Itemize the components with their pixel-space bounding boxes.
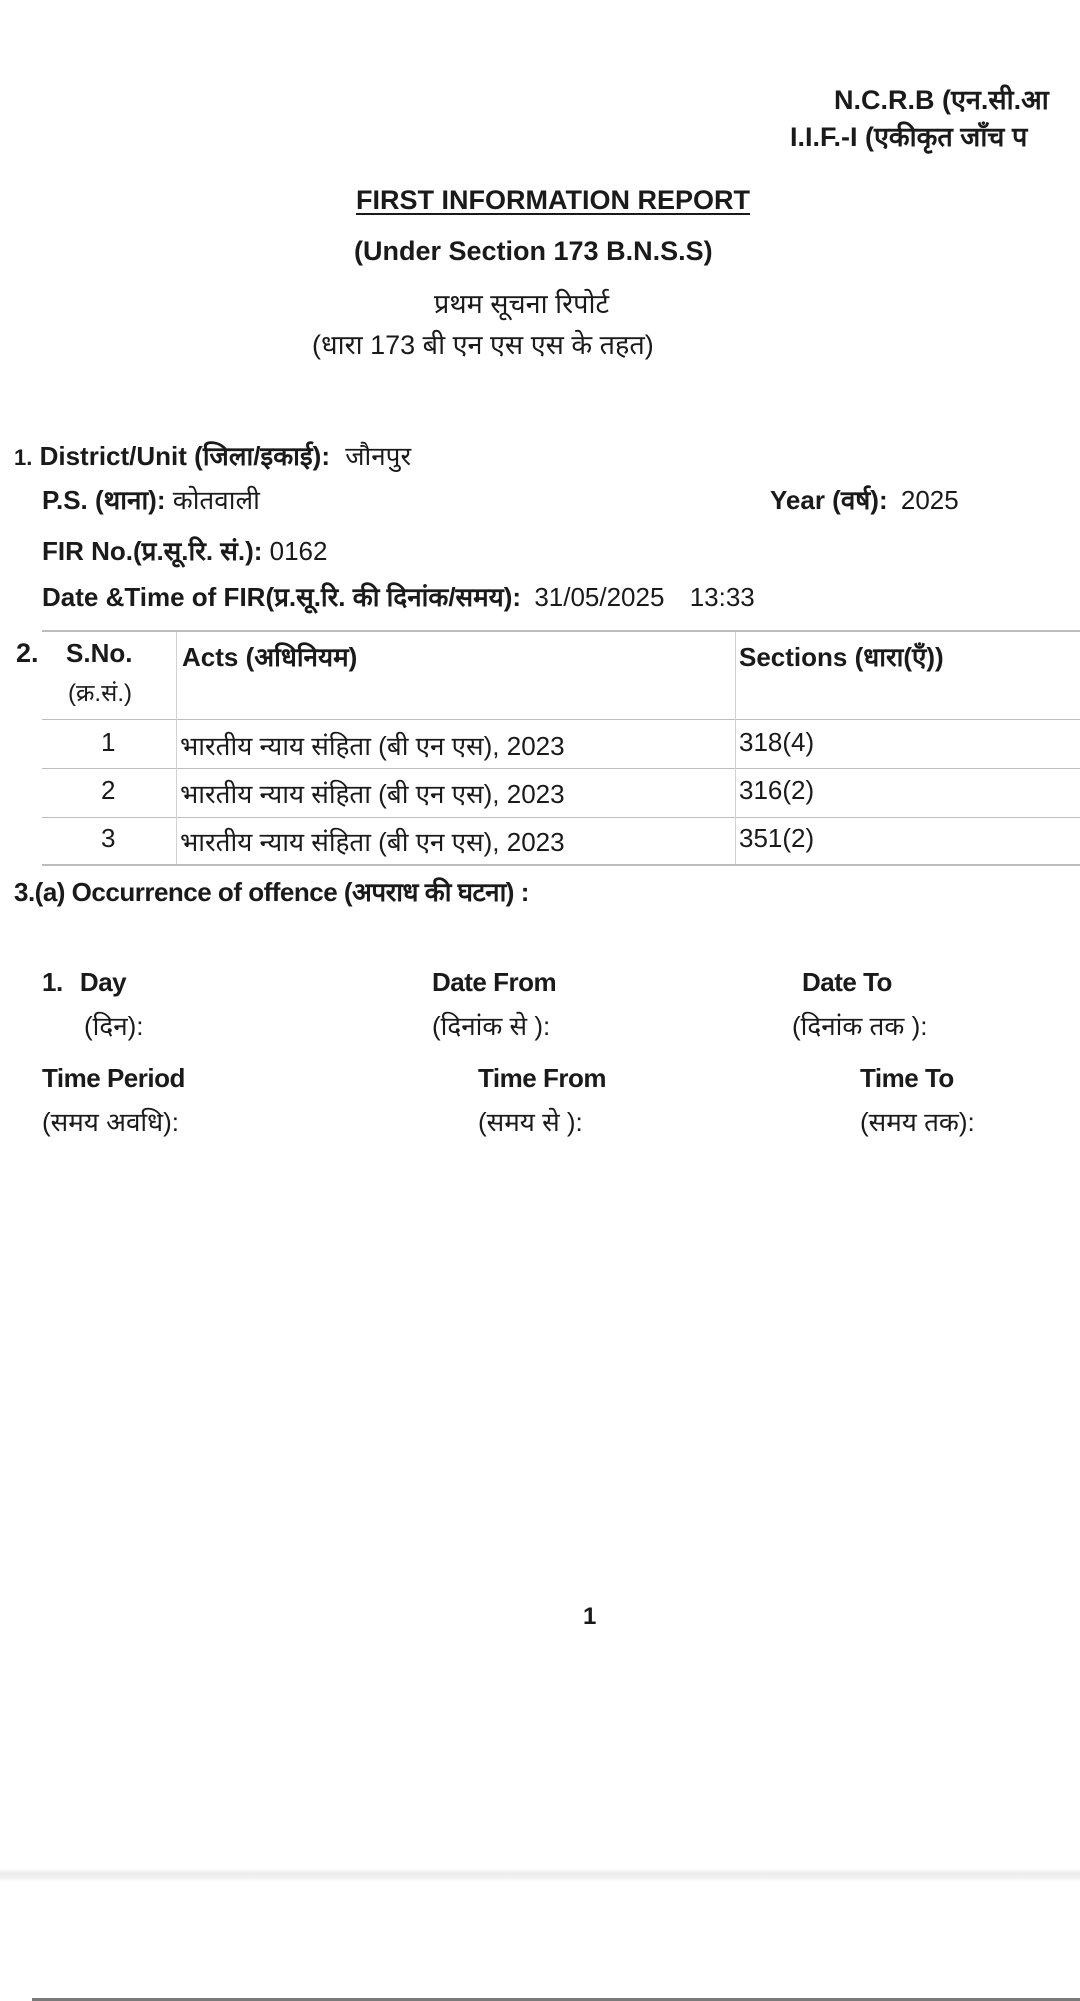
row2-sno: 2: [101, 775, 116, 805]
fir-no-value: 0162: [269, 536, 328, 566]
date-from-hindi: (दिनांक से ):: [432, 1011, 551, 1041]
year-value: 2025: [900, 485, 959, 515]
day-hindi: (दिन):: [84, 1011, 144, 1041]
sno-header-hindi: (क्र.सं.): [68, 680, 132, 707]
fir-number-field: [42, 532, 327, 568]
row3-act: भारतीय न्याय संहिता (बी एन एस), 2023: [180, 827, 565, 857]
fir-datetime-field: [42, 578, 755, 614]
table-col-divider: [735, 632, 736, 864]
fir-no-label: FIR No.(प्र.सू.रि. सं.):: [42, 536, 263, 566]
date-from-label: Date From: [432, 967, 557, 997]
day-label-group: [42, 967, 126, 998]
district-value: जौनपुर: [345, 441, 412, 471]
row2-act: भारतीय न्याय संहिता (बी एन एस), 2023: [180, 779, 565, 809]
time-to-hindi: (समय तक):: [860, 1107, 975, 1137]
sections-header: Sections (धारा(एँ)): [739, 642, 944, 672]
row1-act: भारतीय न्याय संहिता (बी एन एस), 2023: [180, 731, 565, 761]
table-col-divider: [176, 632, 177, 864]
report-title: FIRST INFORMATION REPORT: [356, 185, 750, 215]
page-break: [0, 1868, 1080, 1882]
time-from-label-group: [478, 1063, 606, 1094]
report-subtitle: (Under Section 173 B.N.S.S): [354, 236, 713, 266]
table-rule: [42, 630, 1080, 632]
row3-sno: 3: [101, 823, 116, 853]
time-from-label: Time From: [478, 1063, 606, 1093]
date-to-hindi: (दिनांक तक ):: [792, 1011, 928, 1041]
date-from-label-group: [432, 967, 556, 998]
iif-header: [790, 117, 1027, 154]
row1-section: 318(4): [739, 727, 815, 757]
district-label: District/Unit (जिला/इकाई):: [39, 441, 330, 471]
time-period-label-group: [42, 1063, 185, 1094]
report-subtitle-hindi: (धारा 173 बी एन एस एस के तहत): [312, 330, 654, 360]
row1-sno: 1: [101, 727, 116, 757]
table-rule: [42, 719, 1080, 720]
item-number: 1.: [42, 967, 63, 997]
section1-number: 1.: [14, 445, 33, 470]
section2-number: 2.: [16, 638, 39, 668]
ps-value: कोतवाली: [172, 485, 260, 515]
iif-header-text: I.I.F.-I (एकीकृत जाँच प: [790, 122, 1028, 152]
year-field: [770, 481, 959, 517]
date-to-label: Date To: [802, 967, 892, 997]
sno-header: S.No.: [66, 638, 133, 668]
time-period-hindi: (समय अवधि):: [42, 1107, 180, 1137]
table-rule: [42, 768, 1080, 769]
ps-label: P.S. (थाना):: [42, 485, 166, 515]
time-period-label: Time Period: [42, 1063, 185, 1093]
fir-datetime-label: Date &Time of FIR(प्र.सू.रि. की दिनांक/समय):: [42, 582, 522, 612]
time-to-label-group: [860, 1063, 954, 1094]
table-rule: [42, 817, 1080, 818]
acts-header: Acts (अधिनियम): [182, 642, 358, 672]
fir-date-value: 31/05/2025: [534, 582, 665, 612]
row2-section: 316(2): [739, 775, 815, 805]
row3-section: 351(2): [739, 823, 815, 853]
day-label: Day: [79, 967, 127, 997]
time-from-hindi: (समय से ):: [478, 1107, 583, 1137]
page-number: 1: [583, 1603, 597, 1630]
district-field: [14, 437, 411, 473]
ncrb-header: N.C.R.B (एन.सी.आ: [834, 85, 1049, 115]
report-title-hindi: प्रथम सूचना रिपोर्ट: [434, 289, 610, 319]
year-label: Year (वर्ष):: [770, 485, 888, 515]
date-to-label-group: [802, 967, 892, 998]
fir-time-value: 13:33: [689, 582, 755, 612]
police-station-field: [42, 481, 260, 517]
occurrence-heading: 3.(a) Occurrence of offence (अपराध की घटना) :: [14, 877, 529, 907]
time-to-label: Time To: [860, 1063, 954, 1093]
table-rule: [42, 864, 1080, 866]
